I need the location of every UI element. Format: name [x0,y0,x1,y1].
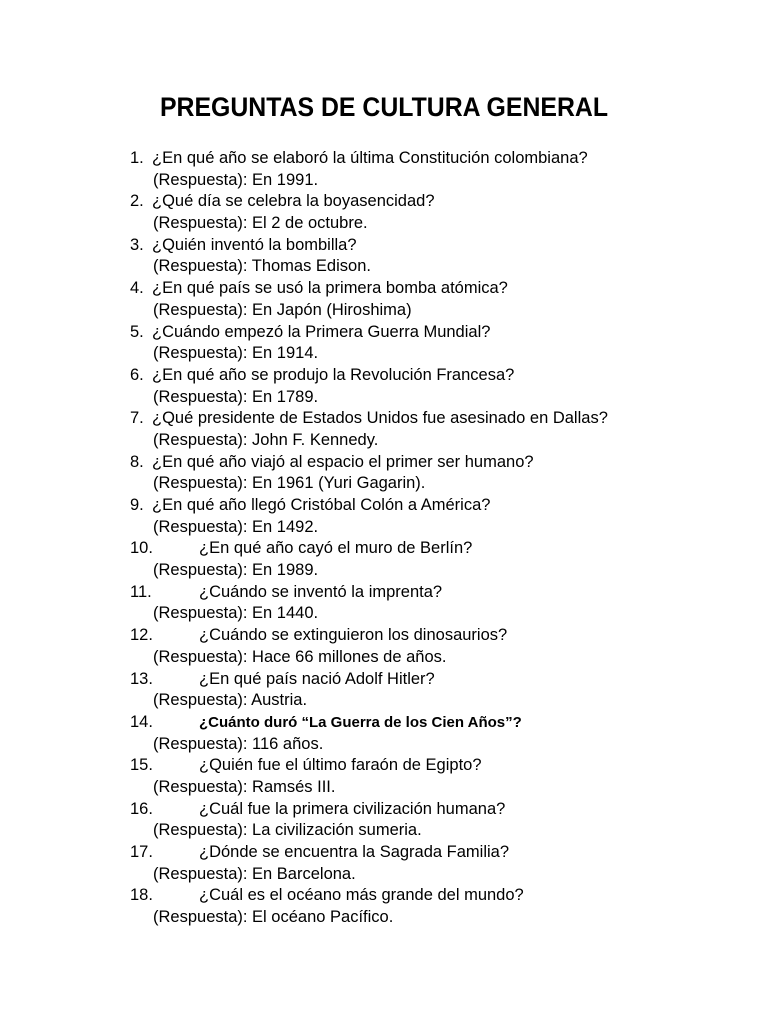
question-text: ¿En qué año viajó al espacio el primer ser humano? [152,452,534,471]
answer-text: (Respuesta): Ramsés III. [153,777,336,796]
list-item [130,278,750,321]
answer-text: (Respuesta): El 2 de octubre. [153,214,368,233]
answer-text: (Respuesta): La civilización sumeria. [153,821,422,840]
item-number: 6. [130,365,144,384]
item-number: 4. [130,279,144,298]
question-text: ¿Cuánto duró “La Guerra de los Cien Años”? [199,713,522,731]
answer-text: (Respuesta): Austria. [153,691,308,710]
item-number: 15. [130,756,153,775]
list-item [130,495,750,538]
list-item [130,235,750,278]
answer-text: (Respuesta): El océano Pacífico. [153,908,394,927]
answer-text: (Respuesta): Hace 66 millones de años. [153,647,447,666]
question-text: ¿Qué presidente de Estados Unidos fue asesinado en Dallas? [152,409,608,428]
item-number: 13. [130,669,153,688]
list-item [130,582,750,625]
item-number: 14. [130,712,153,731]
question-line [130,712,750,734]
question-line [130,799,750,821]
answer-text: (Respuesta): John F. Kennedy. [153,430,379,449]
list-item [130,148,750,191]
item-number: 11. [130,582,152,601]
question-line [130,322,750,344]
question-text: ¿En qué país nació Adolf Hitler? [199,669,435,688]
list-item [130,538,750,581]
list-item [130,191,750,234]
answer-text: (Respuesta): En Japón (Hiroshima) [153,300,412,319]
question-text: ¿Dónde se encuentra la Sagrada Familia? [199,843,510,861]
answer-text: (Respuesta): En 1914. [153,344,319,363]
page-title: PREGUNTAS DE CULTURA GENERAL [159,92,609,122]
question-text: ¿En qué año cayó el muro de Berlín? [199,539,473,558]
question-text: ¿En qué país se usó la primera bomba atómica? [152,279,508,298]
answer-text: (Respuesta): En 1991. [153,170,319,189]
item-number: 1. [130,149,144,167]
list-item [130,842,750,885]
item-number: 5. [130,322,144,341]
question-text: ¿Qué día se celebra la boyasencidad? [152,192,435,211]
question-line [130,495,750,517]
question-text: ¿Quién inventó la bombilla? [152,235,357,254]
question-line [130,538,750,560]
question-line [130,191,750,213]
question-line [130,278,750,300]
question-text: ¿Quién fue el último faraón de Egipto? [199,756,482,775]
list-item [130,625,750,668]
list-item [130,755,750,798]
item-number: 16. [130,799,153,818]
answer-text: (Respuesta): En 1989. [153,561,319,580]
list-item [130,885,750,928]
question-text: ¿Cuál es el océano más grande del mundo? [199,886,524,905]
question-text: ¿Cuál fue la primera civilización humana? [199,799,506,818]
question-line [130,669,750,691]
answer-text: (Respuesta): 116 años. [153,734,324,753]
answer-text: (Respuesta): En 1492. [153,517,319,536]
question-line [130,235,750,257]
answer-text: (Respuesta): En 1961 (Yuri Gagarin). [153,474,426,493]
item-number: 7. [130,409,144,428]
question-line [130,365,750,387]
question-text: ¿Cuándo se inventó la imprenta? [199,582,443,601]
question-text: ¿Cuándo empezó la Primera Guerra Mundial? [152,322,491,341]
question-list [130,148,750,929]
answer-text: (Respuesta): En 1789. [153,387,319,406]
question-line [130,625,750,647]
list-item [130,799,750,842]
answer-text: (Respuesta): En Barcelona. [153,864,356,883]
question-line [130,885,750,907]
question-text: ¿En qué año llegó Cristóbal Colón a América? [152,496,491,514]
question-line [130,452,750,474]
item-number: 18. [130,886,153,905]
question-line [130,755,750,777]
item-number: 2. [130,192,144,211]
list-item [130,452,750,495]
answer-text: (Respuesta): Thomas Edison. [153,257,371,276]
question-line [130,148,750,170]
item-number: 9. [130,496,144,514]
question-line [130,582,750,604]
question-line [130,842,750,864]
question-text: ¿En qué año se produjo la Revolución Francesa? [152,365,515,384]
question-text: ¿En qué año se elaboró la última Constitución colombiana? [152,149,588,167]
list-item [130,669,750,712]
list-item [130,408,750,451]
item-number: 17. [130,843,153,861]
question-line [130,408,750,430]
item-number: 10. [130,539,153,558]
answer-text: (Respuesta): En 1440. [153,604,319,623]
item-number: 8. [130,452,144,471]
list-item [130,712,750,755]
question-text: ¿Cuándo se extinguieron los dinosaurios? [199,626,508,645]
list-item [130,365,750,408]
item-number: 12. [130,626,153,645]
list-item [130,322,750,365]
item-number: 3. [130,235,144,254]
